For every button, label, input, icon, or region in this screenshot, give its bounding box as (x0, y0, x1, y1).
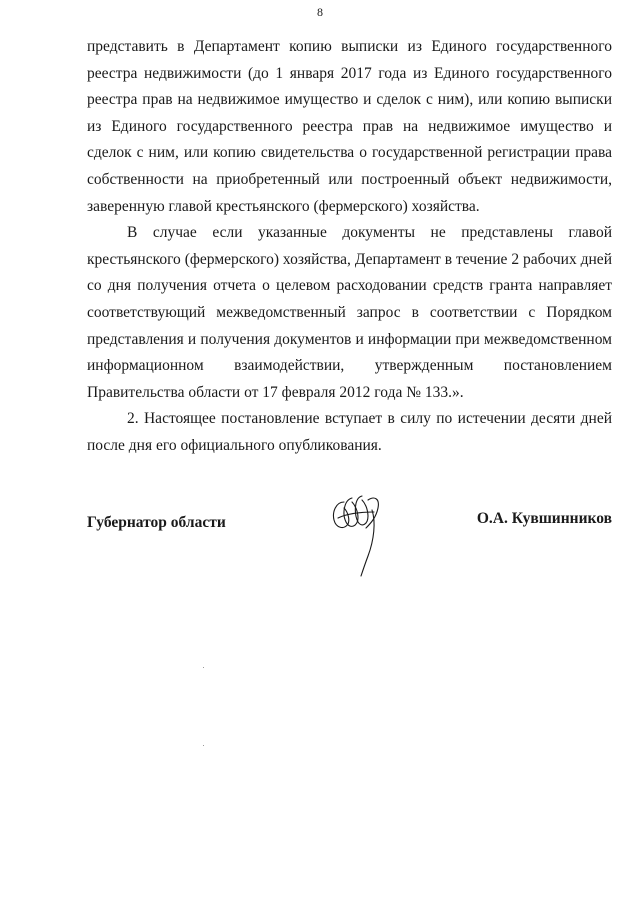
paragraph-continuation: представить в Департамент копию выписки из Единого государственного реестра недвижимости (до 1 января 2017 года из Единого государственного реестра прав на недвижимое имущество и сделок с ним), или копию выписки из Единого государственного реестра прав на недвижимое имущество и сделок с ним, или копию свидетельства о государственной регистрации права собственности на приобретенный или построенный объект недвижимости, заверенную главой крестьянского (фермерского) хозяйства. (87, 38, 612, 215)
scan-speck (203, 745, 204, 746)
handwritten-signature-icon (330, 488, 390, 580)
scan-speck (203, 667, 204, 668)
paragraph-interagency-request: В случае если указанные документы не представлены главой крестьянского (фермерского) хозяйства, Департамент в течение 2 рабочих дней со дня получения отчета о целевом расходовании средств гранта направляет соответствующий межведомственный запрос в соответствии с Порядком представления и получения документов и информации при межведомственном информационном взаимодействии, утвержденным постановлением Правительства области от 17 февраля 2012 года № 133.». (87, 224, 612, 401)
document-body (87, 34, 612, 460)
signature-block (87, 500, 612, 600)
signatory-name: О.А. Кувшинников (476, 510, 612, 527)
page-number: 8 (317, 5, 323, 19)
paragraph-entry-into-force: 2. Настоящее постановление вступает в силу по истечении десяти дней после дня его официального опубликования. (87, 410, 612, 454)
signatory-position: Губернатор области (87, 514, 226, 531)
